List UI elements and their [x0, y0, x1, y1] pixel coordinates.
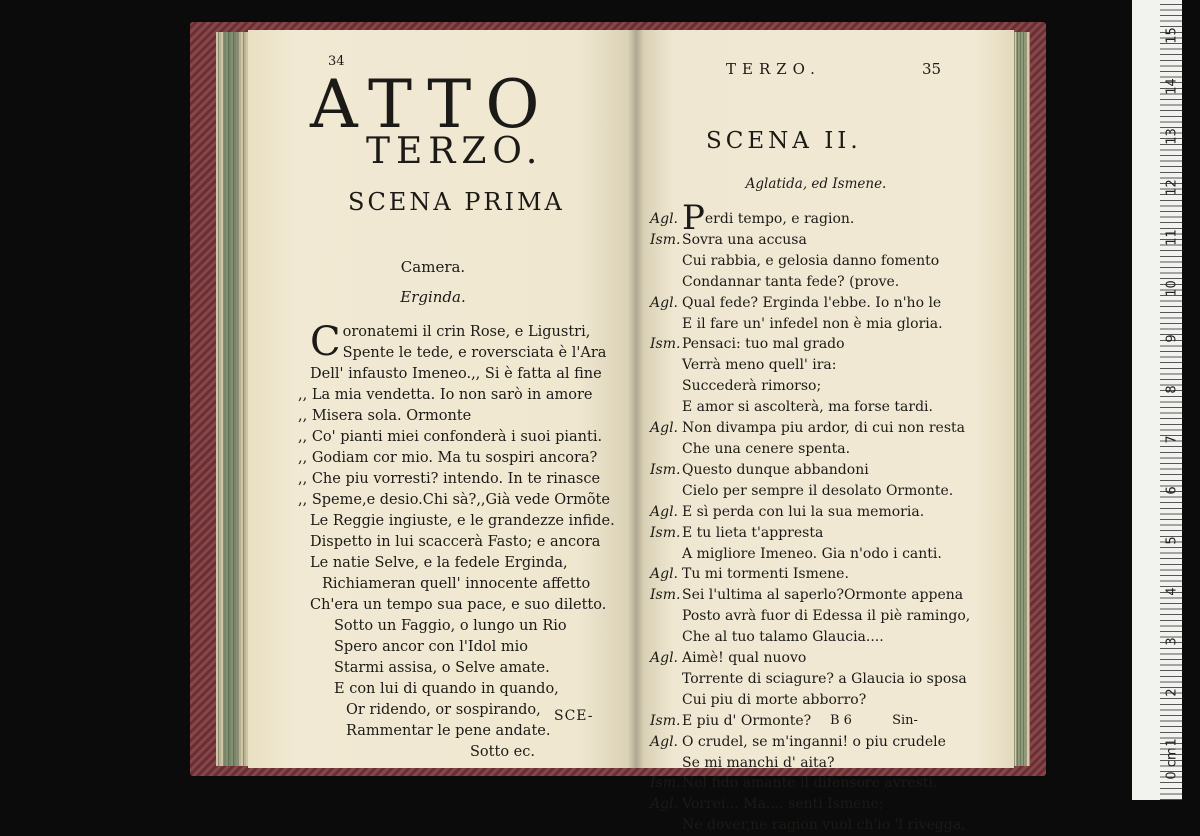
act-title: ATTO [310, 66, 554, 143]
verse-line: Ch'era un tempo sua pace, e suo diletto. [310, 597, 607, 613]
dialogue-line [650, 376, 1000, 397]
dialogue-text: Cui piu di morte abborro? [682, 691, 867, 708]
signature-mark: B 6 [830, 713, 852, 728]
drop-cap: C [310, 319, 341, 365]
scene-setting: Camera. [400, 258, 466, 276]
act-subtitle: TERZO. [366, 131, 544, 172]
speaker-label: Agl. [650, 211, 678, 227]
left-page [248, 30, 636, 768]
book-gutter [628, 30, 644, 768]
dialogue-text: Tu mi tormenti Ismene. [682, 566, 849, 583]
dialogue-text: Vorrei... Ma.... senti Ismene; [682, 796, 884, 813]
dialogue-text: erdi tempo, e ragion. [704, 211, 855, 227]
ruler-mark: 14 [1164, 77, 1180, 95]
verse-line: ,, Speme,e desio.Chi sà?,,Già vede Ormõte [298, 492, 610, 508]
dialogue-line [650, 606, 1000, 627]
dialogue-text: Verrà meno quell' ira: [682, 357, 837, 374]
dialogue-text: A migliore Imeneo. Gia n'odo i canti. [682, 545, 942, 562]
right-page [636, 30, 1014, 834]
dialogue-text: Ne dover,ne ragion vuol ch'io 'l rivegga, [682, 817, 966, 834]
catchword: Sin- [892, 713, 918, 728]
verse-line: Le Reggie ingiuste, e le grandezze infide. [310, 513, 615, 529]
dialogue-text: Che al tuo talamo Glaucia.... [682, 629, 884, 646]
verse-line: Rammentar le pene andate. [346, 723, 551, 739]
verse-block [298, 319, 630, 763]
verse-line: Richiameran quell' innocente affetto [322, 576, 591, 592]
speaker-label: Agl. [650, 650, 678, 667]
dialogue-text: Condannar tanta fede? (prove. [682, 273, 900, 290]
verse-line: ,, Godiam cor mio. Ma tu sospiri ancora? [298, 450, 598, 466]
speaker-label: Agl. [650, 420, 678, 437]
dialogue-text: E sì perda con lui la sua memoria. [682, 503, 925, 520]
drop-cap: P [682, 198, 705, 238]
ruler-zero-label: 0 cm [1164, 747, 1180, 780]
dialogue-text: Succederà rimorso; [682, 378, 822, 395]
verse-line: Dell' infausto Imeneo.,, Si è fatta al fine [310, 366, 602, 382]
dialogue-text: E amor si ascolterà, ma forse tardi. [682, 399, 933, 416]
speaker-label: Ism. [650, 231, 681, 248]
speaker-label: Agl. [650, 566, 678, 583]
speaker-label: Ism. [650, 524, 681, 541]
verse-line: Spente le tede, e roversciata è l'Ara [342, 345, 607, 361]
dialogue-text: Qual fede? Erginda l'ebbe. Io n'ho le [682, 294, 942, 311]
ruler-mark: 3 [1164, 637, 1180, 646]
speaker-label: Ism. [650, 336, 681, 353]
dialogue-line [650, 418, 1000, 439]
speaker-label: Agl. [650, 796, 678, 813]
scene-title: SCENA II. [706, 128, 862, 154]
ruler-mark: 9 [1164, 334, 1180, 343]
dialogue-text: Nel fido amante il difensore avresti. [682, 775, 938, 792]
dialogue-line [650, 669, 1000, 690]
verse-line: oronatemi il crin Rose, e Ligustri, [342, 324, 591, 340]
ruler-mark: 10 [1164, 279, 1180, 297]
speaker-label: Agl. [650, 733, 678, 750]
dialogue-text: Non divampa piu ardor, di cui non resta [682, 420, 965, 437]
verse-line: Le natie Selve, e la fedele Erginda, [310, 555, 568, 571]
dialogue-text: Posto avrà fuor di Edessa il piè ramingo, [682, 608, 971, 625]
dialogue-text: E piu d' Ormonte? [682, 712, 812, 729]
ruler-mark: 7 [1164, 435, 1180, 444]
ruler-mark: 2 [1164, 687, 1180, 697]
speaker-label: Agl. [650, 503, 678, 520]
dialogue-text: Torrente di sciagure? a Glaucia io sposa [682, 670, 967, 687]
verse-line: Dispetto in lui scaccerà Fasto; e ancora [310, 534, 601, 550]
dialogue-line [650, 272, 1000, 293]
dialogue-line [650, 334, 1000, 355]
verse-line: ,, Che piu vorresti? intendo. In te rinasce [298, 471, 601, 487]
dialogue-line [650, 773, 1000, 794]
dialogue-text: Cui rabbia, e gelosia danno fomento [682, 252, 940, 269]
dialogue-line [650, 460, 1000, 481]
dialogue-line [650, 397, 1000, 418]
ruler-mark: 4 [1164, 586, 1180, 596]
dialogue-text: Cielo per sempre il desolato Ormonte. [682, 482, 954, 499]
measuring-ruler [1132, 0, 1182, 800]
verse-line: Or ridendo, or sospirando, [346, 702, 541, 718]
page-footer [830, 713, 954, 728]
dialogue-text: E tu lieta t'appresta [682, 524, 824, 541]
dialogue-line [650, 481, 1000, 502]
dialogue-line [650, 544, 1000, 565]
verse-line: Spero ancor con l'Idol mio [334, 639, 528, 655]
verse-line: ,, La mia vendetta. Io non sarò in amore [298, 387, 593, 403]
ruler-mark: 1 [1164, 738, 1180, 747]
speaker-label: Ism. [650, 775, 681, 792]
dialogue-line [650, 355, 1000, 376]
dialogue-line [650, 627, 1000, 648]
dialogue-block [650, 198, 1000, 836]
dialogue-line [650, 198, 1000, 238]
dialogue-text: Sei l'ultima al saperlo?Ormonte appena [682, 587, 964, 604]
dialogue-line [650, 314, 1000, 335]
ruler-mark: 8 [1164, 384, 1180, 394]
dialogue-line [650, 753, 1000, 774]
speaker-label: Ism. [650, 712, 681, 729]
dialogue-text: Pensaci: tuo mal grado [682, 336, 845, 353]
verse-line: Starmi assisa, o Selve amate. [334, 660, 550, 676]
dialogue-line [650, 815, 1000, 836]
ruler-mark: 15 [1164, 27, 1180, 44]
dialogue-line [650, 648, 1000, 669]
dialogue-line [650, 293, 1000, 314]
character-name: Erginda. [400, 288, 466, 306]
verse-line: Sotto un Faggio, o lungo un Rio [334, 618, 567, 634]
dialogue-line [650, 523, 1000, 544]
speaker-label: Ism. [650, 587, 681, 604]
dialogue-line [650, 230, 1000, 251]
dialogue-line [650, 794, 1000, 815]
page-edges-left [216, 32, 252, 766]
dialogue-text: Aimè! qual nuovo [682, 650, 807, 667]
dialogue-line [650, 502, 1000, 523]
ruler-mark: 6 [1164, 485, 1180, 495]
dialogue-line [650, 564, 1000, 585]
ruler-mark: 12 [1164, 178, 1180, 196]
verse-line: Sotto ec. [470, 744, 535, 760]
ruler-body [1132, 0, 1160, 800]
dialogue-line [650, 732, 1000, 753]
dialogue-line [650, 690, 1000, 711]
dialogue-text: O crudel, se m'inganni! o piu crudele [682, 733, 946, 750]
speaker-label: Agl. [650, 294, 678, 311]
dialogue-line [650, 251, 1000, 272]
page-number: 35 [922, 60, 942, 78]
ruler-mark: 13 [1164, 128, 1180, 145]
verse-line: ,, Co' pianti miei confonderà i suoi pianti. [298, 429, 603, 445]
verse-line: ,, Misera sola. Ormonte [298, 408, 472, 424]
scene-title: SCENA PRIMA [348, 188, 565, 216]
scene-characters: Aglatida, ed Ismene. [745, 176, 887, 192]
dialogue-text: Sovra una accusa [682, 231, 807, 248]
dialogue-line [650, 585, 1000, 606]
speaker-label: Ism. [650, 461, 681, 478]
running-head: TERZO. [726, 60, 821, 78]
dialogue-line [650, 439, 1000, 460]
verse-line: E con lui di quando in quando, [334, 681, 559, 697]
page-number: 34 [328, 54, 345, 69]
dialogue-text: Questo dunque abbandoni [682, 461, 869, 478]
catchword: SCE- [554, 708, 594, 724]
ruler-mark: 11 [1164, 229, 1180, 246]
dialogue-text: Se mi manchi d' aita? [682, 754, 835, 771]
ruler-mark: 5 [1164, 536, 1180, 545]
dialogue-text: E il fare un' infedel non è mia gloria. [682, 315, 943, 332]
dialogue-text: Che una cenere spenta. [682, 440, 851, 457]
